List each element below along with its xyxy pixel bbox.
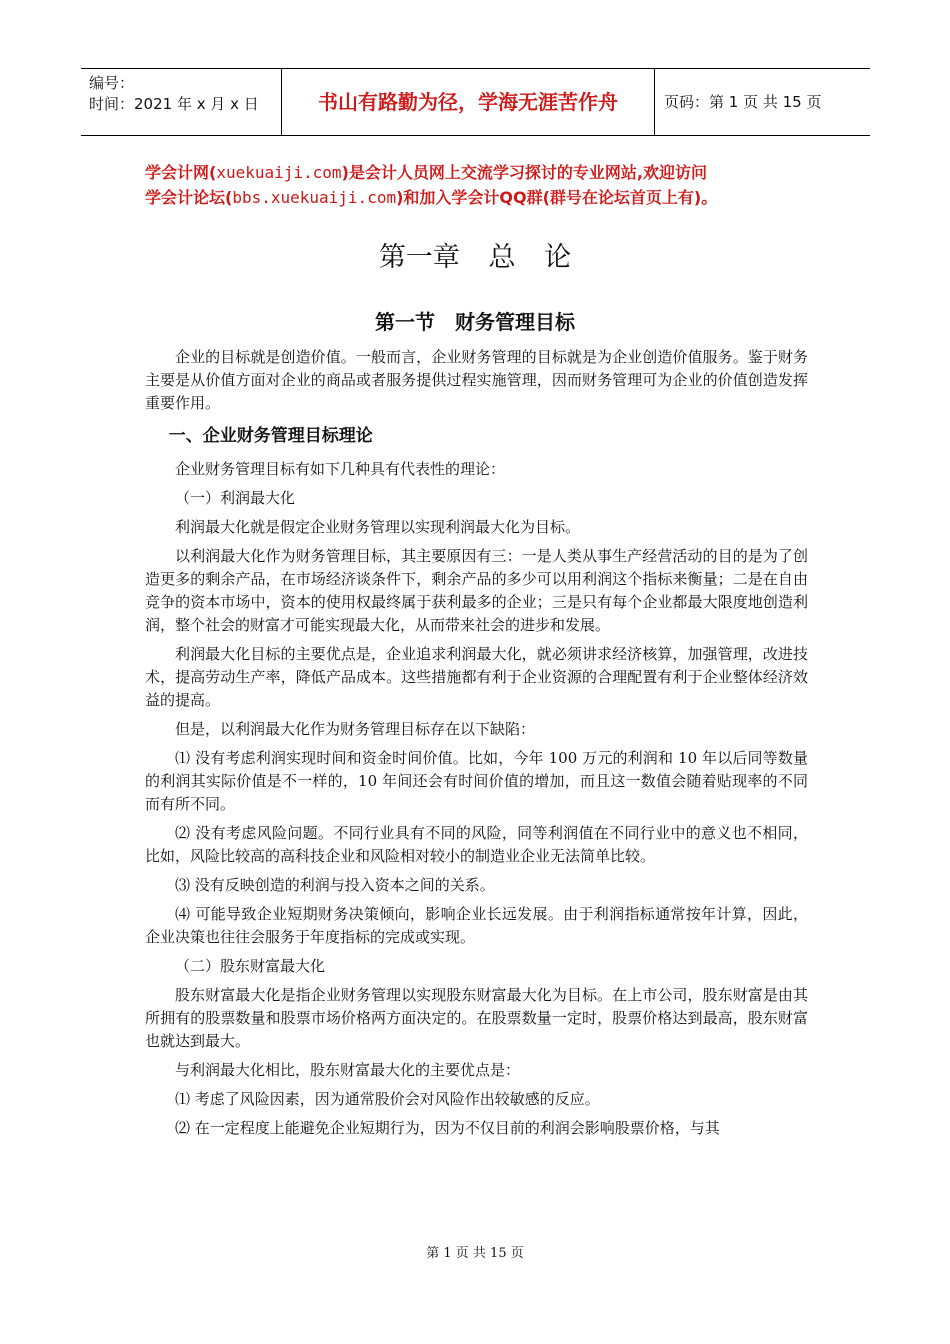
list-item: ⑶ 没有反映创造的利润与投入资本之间的关系。 [175,876,495,894]
list-item: ⑴ 考虑了风险因素，因为通常股价会对风险作出较敏感的反应。 [175,1090,600,1108]
forum-link[interactable]: bbs.xuekuaiji.com [232,188,397,207]
paragraph: 企业财务管理目标有如下几种具有代表性的理论： [175,460,506,478]
paragraph: 与利润最大化相比，股东财富最大化的主要优点是： [175,1061,521,1079]
site-link[interactable]: xuekuaiji.com [216,163,342,182]
list-item: ⑵ 没有考虑风险问题。不同行业具有不同的风险，同等利润值在不同行业中的意义也不相同，比如，风险比较高的高科技企业和风险相对较小的制造业企业无法简单比较。 [145,824,808,865]
page-header [81,68,870,136]
paragraph: 股东财富最大化是指企业财务管理以实现股东财富最大化为目标。在上市公司，股东财富是由其所拥有的股票数量和股票市场价格两方面决定的。在股票数量一定时，股票价格达到最高，股东财富也就达到最大。 [145,986,808,1050]
time-label: 时间：2021 年 x 月 x 日 [89,95,259,113]
chapter-title [0,238,950,278]
paragraph: 以利润最大化作为财务管理目标，其主要原因有三：一是人类从事生产经营活动的目的是为了创造更多的剩余产品，在市场经济谈条件下，剩余产品的多少可以用利润这个指标来衡量；二是在自由竞争的资本市场中，资本的使用权最终属于获利最多的企业；三是只有每个企业都最大限度地创造利润，整个社会的财富才可能实现最大化，从而带来社会的进步和发展。 [145,547,808,634]
list-item: ⑴ 没有考虑利润实现时间和资金时间价值。比如，今年 100 万元的利润和 10 年以后同等数量的利润其实际价值是不一样的，10 年间还会有时间价值的增加，而且这一数值会随着贴现率的不同而有所不同。 [145,749,808,813]
list-item: ⑵ 在一定程度上能避免企业短期行为，因为不仅目前的利润会影响股票价格，与其 [175,1119,720,1137]
promo-text: 学会计网( [145,163,217,182]
list-item: ⑷ 可能导致企业短期财务决策倾向，影响企业长远发展。由于利润指标通常按年计算，因此，企业决策也往往会服务于年度指标的完成或实现。 [145,905,808,946]
paragraph: 但是，以利润最大化作为财务管理目标存在以下缺陷： [175,720,536,738]
section-title: 第一节 财务管理目标 [375,310,575,334]
promo-line-2 [145,185,845,210]
promo-banner [145,160,845,210]
header-page-info: 页码：第 1 页 共 15 页 [664,93,822,111]
chapter-number: 第一章 [378,242,460,273]
document-body [145,346,808,1146]
header-meta [81,69,282,136]
paragraph: 利润最大化就是假定企业财务管理以实现利润最大化为目标。 [175,518,581,536]
promo-line-1 [145,160,845,185]
paragraph: 企业的目标就是创造价值。一般而言，企业财务管理的目标就是为企业创造价值服务。鉴于财务主要是从价值方面对企业的商品或者服务提供过程实施管理，因而财务管理可为企业的价值创造发挥重要作用。 [145,348,808,412]
heading-theory: 一、企业财务管理目标理论 [168,426,373,446]
number-label: 编号： [89,74,135,92]
promo-text: )是会计人员网上交流学习探讨的专业网站,欢迎访问 [341,163,707,182]
header-motto: 书山有路勤为径，学海无涯苦作舟 [282,69,655,136]
subheading-profit-max: （一）利润最大化 [175,489,296,507]
chapter-word-1: 总 [488,242,516,273]
paragraph: 利润最大化目标的主要优点是，企业追求利润最大化，就必须讲求经济核算，加强管理，改进技术，提高劳动生产率，降低产品成本。这些措施都有利于企业资源的合理配置有利于企业整体经济效益的提高。 [145,645,808,709]
subheading-shareholder-wealth: （二）股东财富最大化 [175,957,326,975]
promo-text: 学会计论坛( [145,188,233,207]
chapter-word-2: 论 [544,242,572,273]
promo-text: )和加入学会计QQ群(群号在论坛首页上有)。 [396,188,718,207]
page-footer: 第 1 页 共 15 页 [426,1246,524,1261]
